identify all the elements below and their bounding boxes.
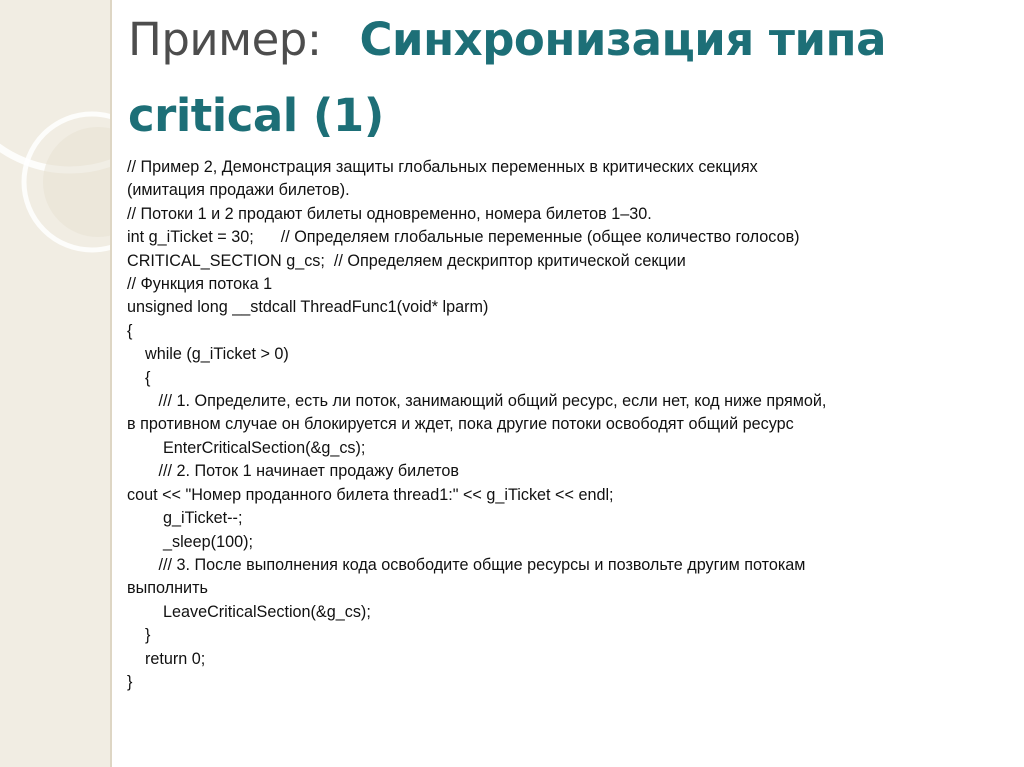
code-line: /// 2. Поток 1 начинает продажу билетов xyxy=(127,462,459,481)
code-line: unsigned long __stdcall ThreadFunc1(void* lparm) xyxy=(127,298,489,317)
decorative-circles xyxy=(0,0,110,767)
code-line: выполнить xyxy=(127,579,208,598)
code-line: // Потоки 1 и 2 продают билеты одновременно, номера билетов 1–30. xyxy=(127,204,652,223)
code-line: cout << "Номер проданного билета thread1:" << g_iTicket << endl; xyxy=(127,485,614,504)
code-listing xyxy=(127,156,1012,694)
code-line: /// 1. Определите, есть ли поток, занимающий общий ресурс, если нет, код ниже прямой, xyxy=(127,392,827,411)
code-line: в противном случае он блокируется и ждет, пока другие потоки освободят общий ресурс xyxy=(127,415,794,434)
decorative-disc xyxy=(43,127,110,237)
code-line: EnterCriticalSection(&g_cs); xyxy=(127,438,366,457)
slide-title xyxy=(128,2,1008,154)
code-line: _sleep(100); xyxy=(127,532,253,551)
code-line: (имитация продажи билетов). xyxy=(127,181,350,200)
code-line: while (g_iTicket > 0) xyxy=(127,345,289,364)
code-line: return 0; xyxy=(127,649,206,668)
code-line: // Пример 2, Демонстрация защиты глобальных переменных в критических секциях xyxy=(127,158,758,176)
slide-title-main: Синхронизация типа critical (1) xyxy=(128,13,886,142)
code-line: /// 3. После выполнения кода освободите общие ресурсы и позвольте другим потокам xyxy=(127,555,806,574)
code-line: g_iTicket--; xyxy=(127,509,243,528)
code-line: } xyxy=(127,672,133,691)
code-line: { xyxy=(127,368,151,387)
code-line: { xyxy=(127,321,133,340)
slide-title-prefix: Пример: xyxy=(128,13,322,66)
code-line: // Функция потока 1 xyxy=(127,275,273,294)
code-line: LeaveCriticalSection(&g_cs); xyxy=(127,602,371,621)
code-line: CRITICAL_SECTION g_cs; // Определяем дескриптор критической секции xyxy=(127,251,686,270)
decorative-side-panel xyxy=(0,0,112,767)
code-line: int g_iTicket = 30; // Определяем глобальные переменные (общее количество голосов) xyxy=(127,228,800,247)
code-line: } xyxy=(127,626,151,645)
